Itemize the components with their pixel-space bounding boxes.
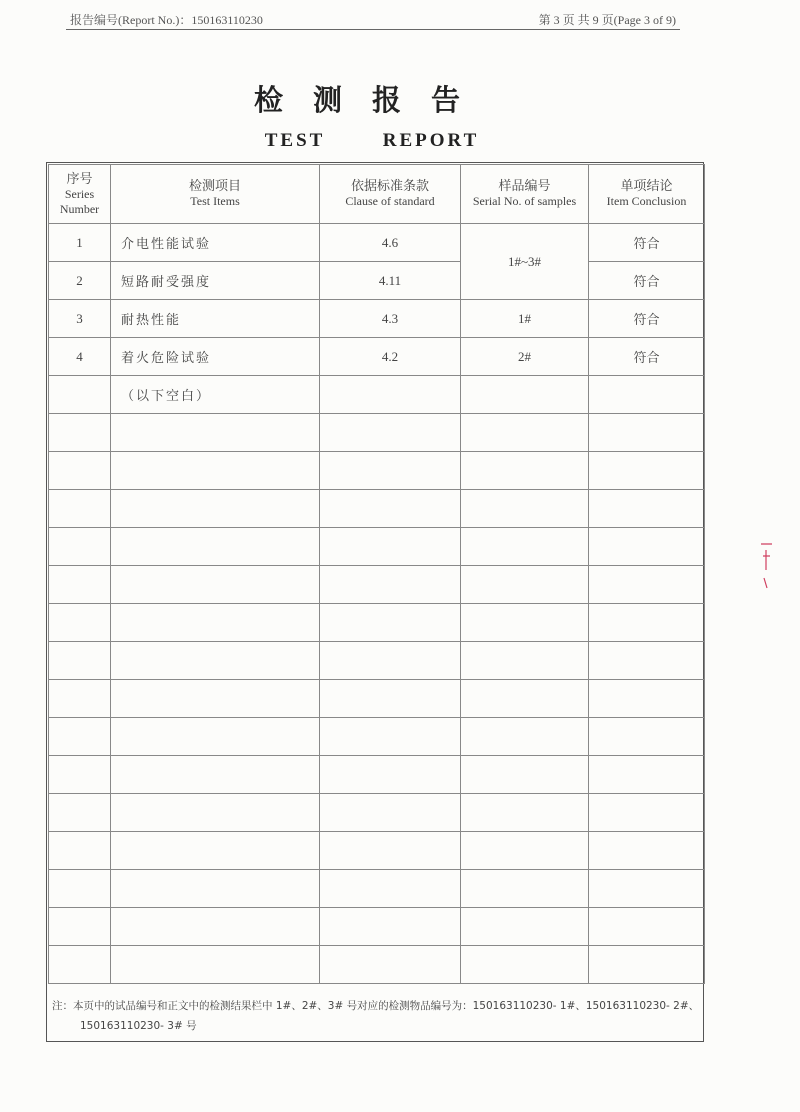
empty-table-row: [49, 718, 705, 756]
col-header-clause: 依据标准条款 Clause of standard: [320, 165, 461, 224]
sample-serial: 1#~3#: [461, 224, 589, 300]
title-chinese: 检测报告: [253, 83, 490, 117]
empty-table-row: [49, 680, 705, 718]
table-row: [49, 338, 705, 376]
test-item: 介电性能试验: [111, 224, 320, 262]
page-indicator: 第 3 页 共 9 页(Page 3 of 9): [538, 13, 676, 27]
margin-stamp-mark: [760, 540, 774, 595]
empty-table-row: [49, 566, 705, 604]
empty-table-row: [49, 642, 705, 680]
sample-serial: 2#: [461, 338, 589, 376]
item-conclusion: 符合: [589, 300, 705, 338]
col-header-serial: 样品编号 Serial No. of samples: [461, 165, 589, 224]
col-header-test-items: 检测项目 Test Items: [111, 165, 320, 224]
row-number: 1: [49, 224, 111, 262]
empty-table-row: [49, 452, 705, 490]
row-number: 2: [49, 262, 111, 300]
title-english: TEST REPORT: [264, 130, 480, 151]
footnote-line-1: 注：本页中的试品编号和正文中的检测结果栏中 1#、2#、3# 号对应的检测物品编号为：150163110230- 1#、150163110230- 2#、: [52, 1000, 700, 1012]
item-conclusion: 符合: [589, 338, 705, 376]
test-item: 耐热性能: [111, 300, 320, 338]
empty-table-row: [49, 414, 705, 452]
empty-table-row: [49, 794, 705, 832]
table-row: [49, 300, 705, 338]
blank-below-note: （以下空白）: [111, 376, 320, 414]
empty-table-row: [49, 756, 705, 794]
col-header-series: 序号 Series Number: [49, 165, 111, 224]
empty-table-row: [49, 490, 705, 528]
table-row: [49, 262, 705, 300]
test-item: 着火危险试验: [111, 338, 320, 376]
empty-table-row: [49, 832, 705, 870]
empty-table-row: [49, 908, 705, 946]
footnote-line-2: 150163110230- 3# 号: [80, 1020, 197, 1032]
empty-table-row: [49, 870, 705, 908]
test-item: 短路耐受强度: [111, 262, 320, 300]
test-items-table: [48, 164, 705, 984]
row-number: 4: [49, 338, 111, 376]
empty-table-row: [49, 946, 705, 984]
col-header-conclusion: 单项结论 Item Conclusion: [589, 165, 705, 224]
table-row: [49, 224, 705, 262]
table-row: [49, 376, 705, 414]
item-conclusion: 符合: [589, 224, 705, 262]
clause: 4.11: [320, 262, 461, 300]
page-header: [66, 9, 680, 30]
clause: 4.2: [320, 338, 461, 376]
table-header-row: [49, 165, 705, 224]
empty-table-row: [49, 528, 705, 566]
empty-table-row: [49, 604, 705, 642]
clause: 4.3: [320, 300, 461, 338]
item-conclusion: 符合: [589, 262, 705, 300]
row-number: 3: [49, 300, 111, 338]
sample-serial: 1#: [461, 300, 589, 338]
clause: 4.6: [320, 224, 461, 262]
footnote: [52, 996, 700, 1036]
report-number: 报告编号(Report No.)：150163110230: [70, 13, 263, 27]
